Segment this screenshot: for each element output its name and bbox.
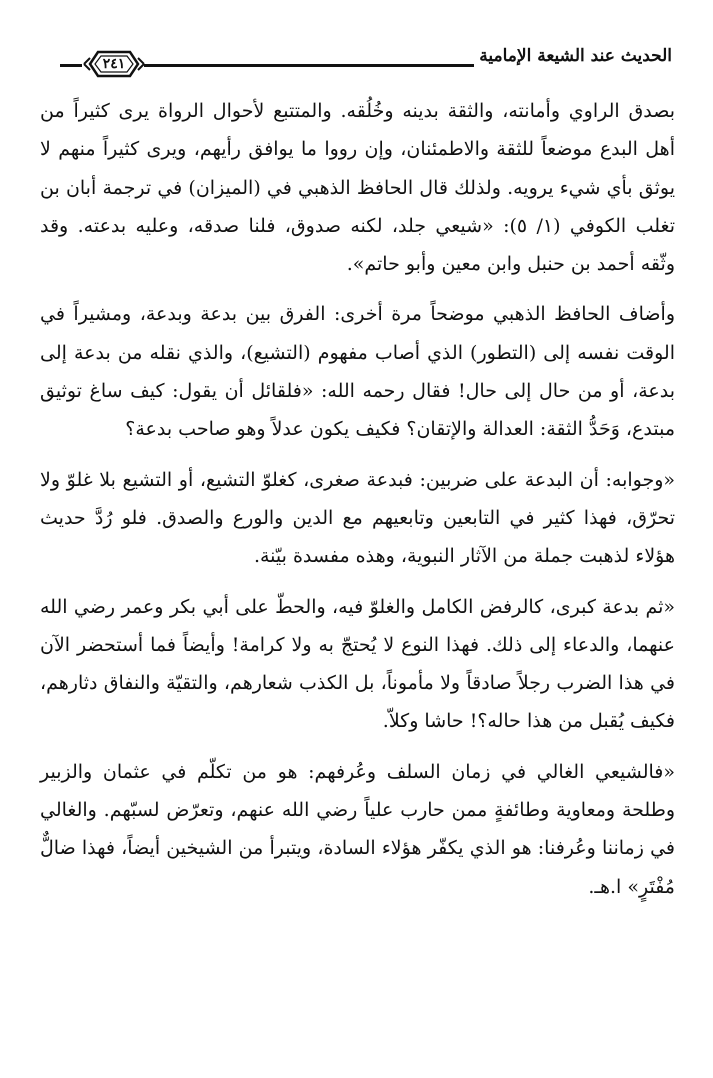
paragraph-1: بصدق الراوي وأمانته، والثقة بدينه وخُلُقه. والمتتبع لأحوال الرواة يرى كثيراً من أهل البدع موضعاً للثقة والاطمئنان، وإن رووا ما يوافق رأيهم، ويرى كثيراً منهم لا يوثق بأي شيء يرويه. ولذلك قال الحافظ الذهبي في (الميزان) في ترجمة أبان بن تغلب الكوفي (١/ ٥): «شيعي جلد، لكنه صدوق، فلنا صدقه، وعليه بدعته. وقد وثّقه أحمد بن حنبل وابن معين وأبو حاتم». <box>40 100 675 276</box>
header-rule <box>144 64 474 67</box>
running-header <box>60 42 672 82</box>
paragraph-3: «وجوابه: أن البدعة على ضربين: فبدعة صغرى، كغلوّ التشيع، أو التشيع بلا غلوّ ولا تحرّق، فهذا كثير في التابعين وتابعيهم مع الدين والورع والصدق. فلو رُدَّ حديث هؤلاء لذهبت جملة من الآثار النبوية، وهذه مفسدة بيّنة. <box>40 468 675 568</box>
page-number-badge <box>82 48 146 80</box>
page-number: ٢٤١ <box>102 56 126 72</box>
paragraph-2: وأضاف الحافظ الذهبي موضحاً مرة أخرى: الفرق بين بدعة وبدعة، ومشيراً في الوقت نفسه إلى (التطور) الذي أصاب مفهوم (التشيع)، والذي نقله من بدعة إلى بدعة، أو من حال إلى حال! فقال رحمه الله: «فلقائل أن يقول: كيف ساغ توثيق مبتدع، وَحَدُّ الثقة: العدالة والإتقان؟ فكيف يكون عدلاً وهو صاحب بدعة؟ <box>40 303 675 441</box>
paragraph-4: «ثم بدعة كبرى، كالرفض الكامل والغلوّ فيه، والحطّ على أبي بكر وعمر رضي الله عنهما، والدعاء إلى ذلك. فهذا النوع لا يُحتجّ به ولا كرامة! وأيضاً فما أستحضر الآن في هذا الضرب رجلاً صادقاً ولا مأموناً، بل الكذب شعارهم، والتقيّة والنفاق دثارهم، فكيف يُقبل من هذا حاله؟! حاشا وكلاّ. <box>40 595 675 733</box>
paragraph-5: «فالشيعي الغالي في زمان السلف وعُرفهم: هو من تكلّم في عثمان والزبير وطلحة ومعاوية وطائفةٍ ممن حارب علياً رضي الله عنهم، وتعرّض لسبّهم. والغالي في زماننا وعُرفنا: هو الذي يكفّر هؤلاء السادة، ويتبرأ من الشيخين أيضاً، فهذا ضالٌّ مُفْتَرٍ» ا.هـ. <box>40 760 675 898</box>
header-rule-left <box>60 64 82 67</box>
header-title: الحديث عند الشيعة الإمامية <box>479 46 672 66</box>
body-text <box>40 92 675 918</box>
